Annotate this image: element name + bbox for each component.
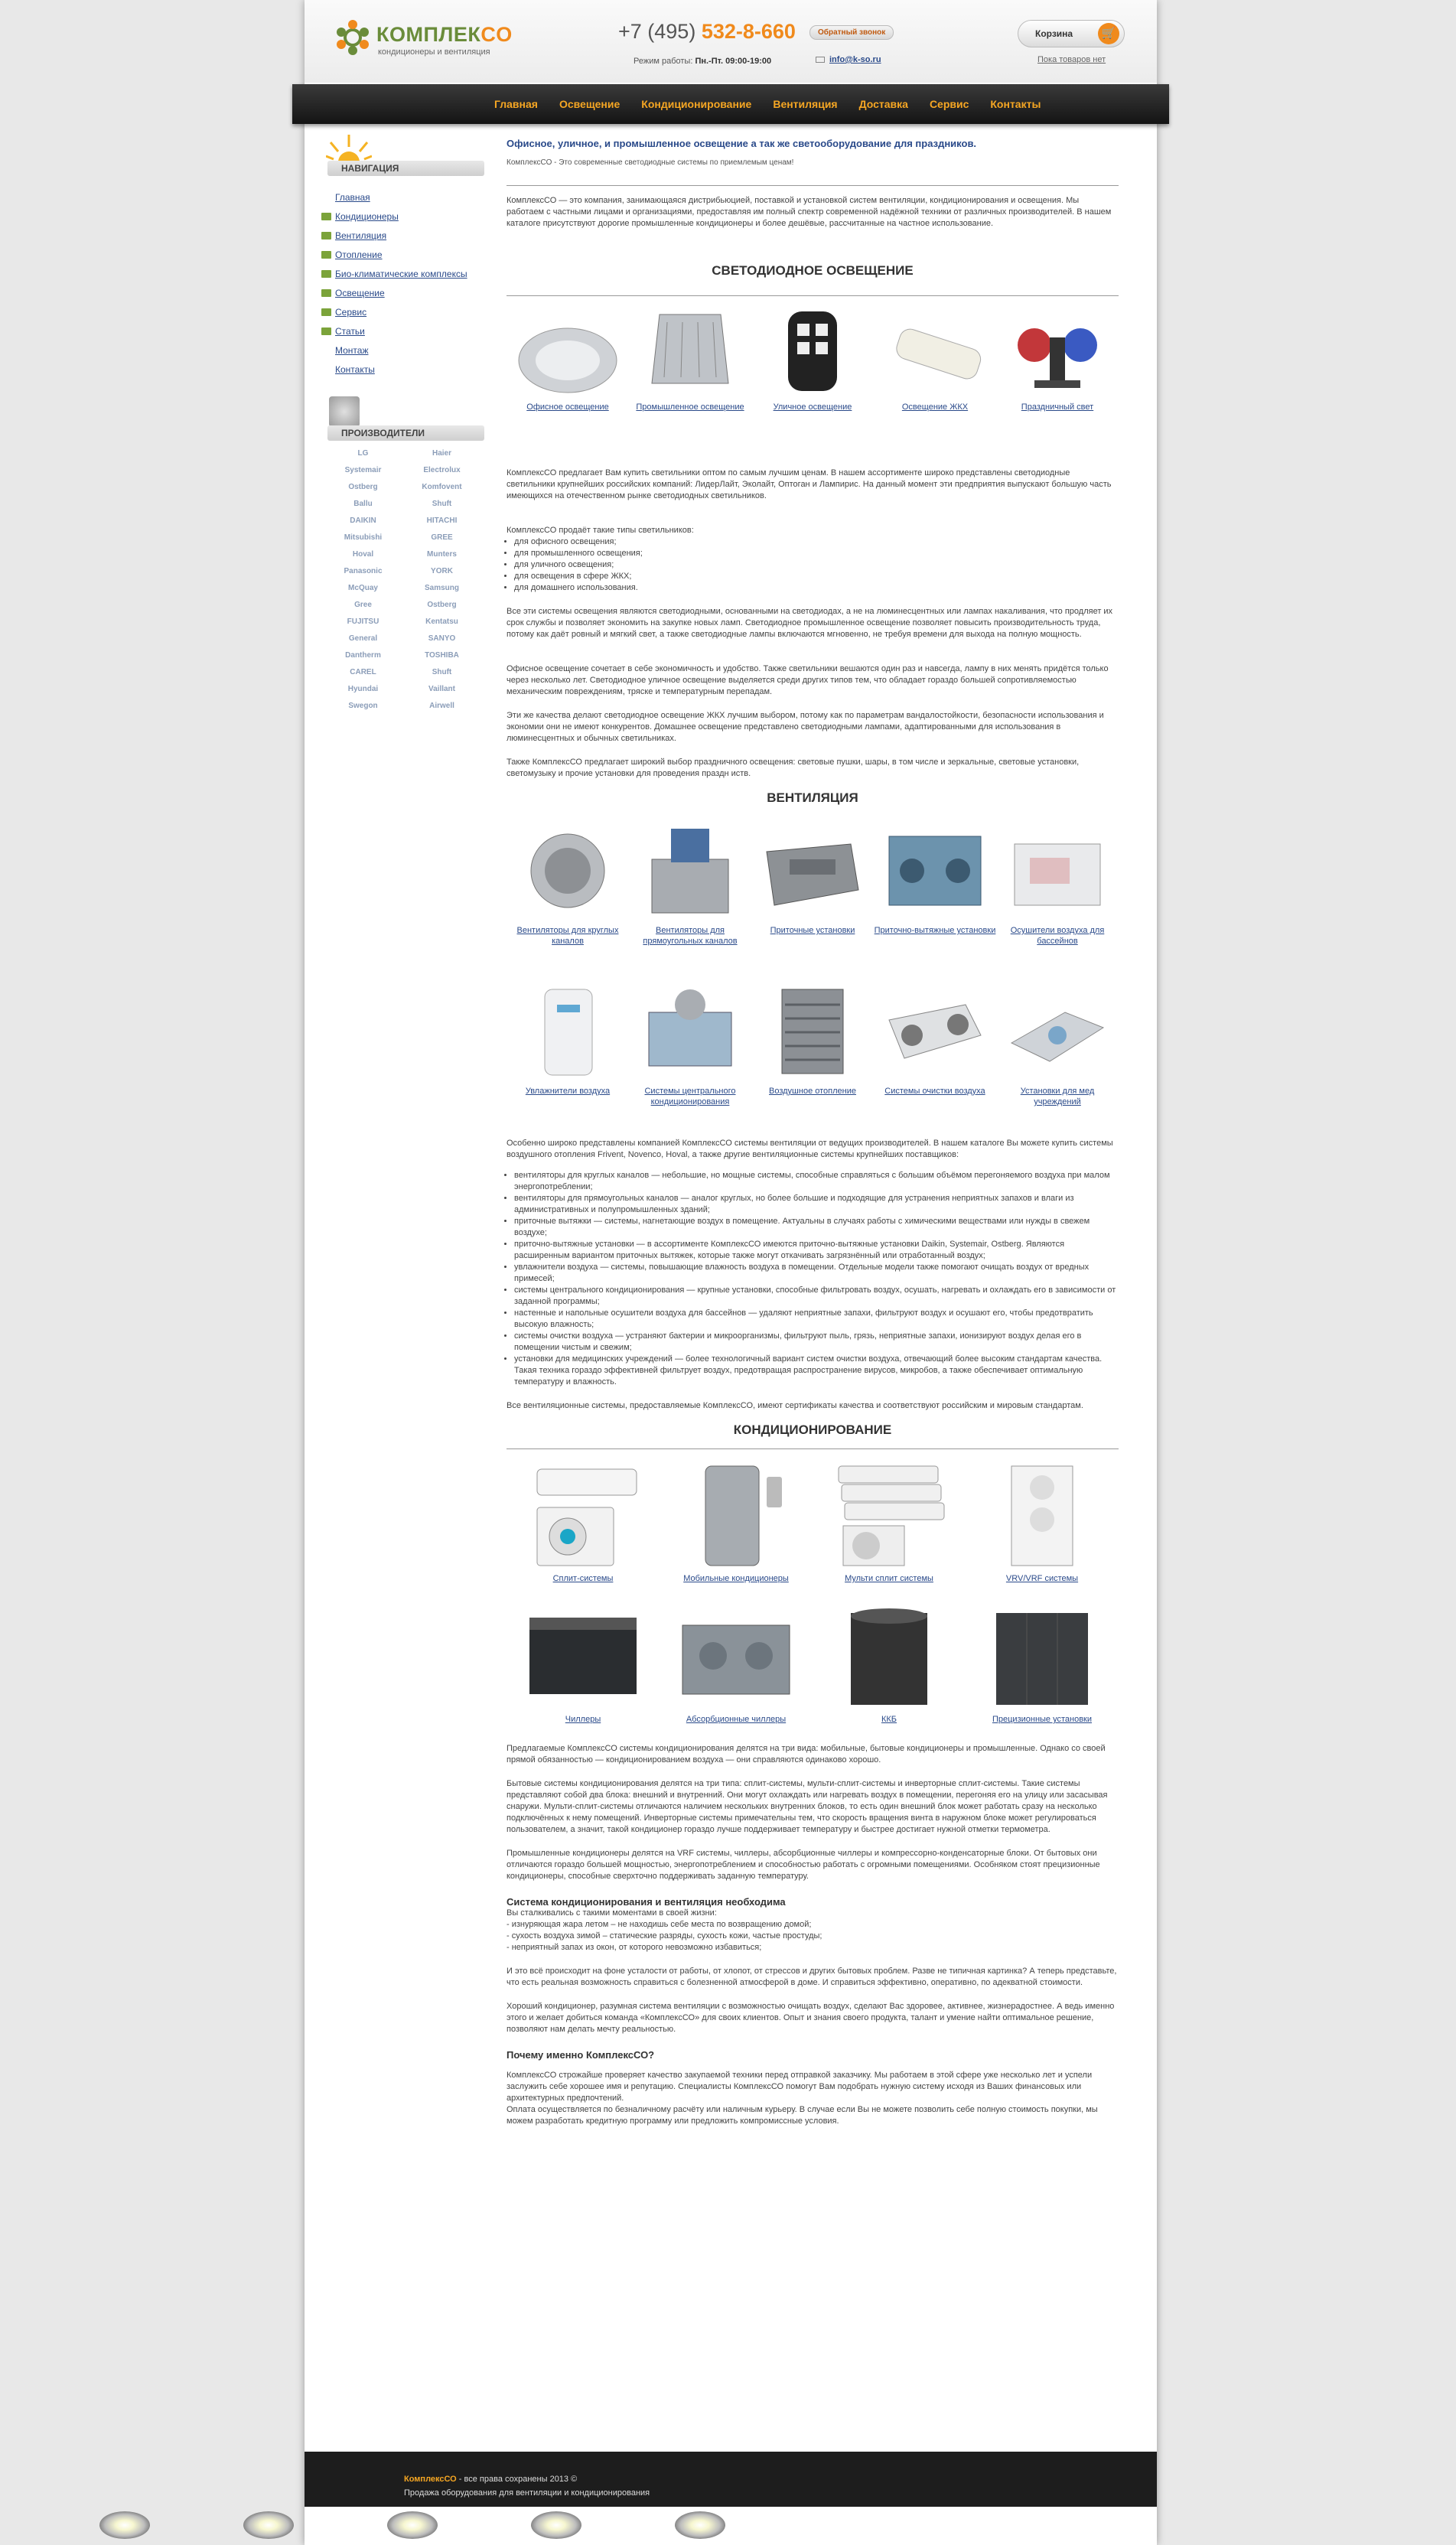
lighting-list-intro: КомплексСО продаёт такие типы светильников: [507, 526, 694, 535]
sidebar-menu [318, 188, 490, 380]
conditioning-item-label[interactable]: Мобильные кондиционеры [683, 1574, 789, 1583]
brand-logo[interactable]: Ballu [353, 500, 373, 508]
cart-button[interactable] [1018, 20, 1125, 47]
ventilation-item-label[interactable]: Вентиляторы для прямоугольных каналов [643, 926, 738, 946]
sidebar-item-articles[interactable] [318, 322, 490, 341]
conditioning-item-label[interactable]: Чиллеры [565, 1715, 601, 1724]
page-title: Офисное, уличное, и промышленное освещение а так же светооборудование для праздников. [507, 138, 977, 149]
hours-value: Пн.-Пт. 09:00-19:00 [695, 57, 772, 66]
ventilation-item-label[interactable]: Системы центрального кондиционирования [644, 1087, 736, 1106]
central-ac-image [637, 982, 744, 1081]
ventilation-paragraph: Все вентиляционные системы, предоставляемые КомплексСО, имеют сертификаты качества и соответствуют российским и мировым стандартам. [507, 1401, 1083, 1410]
ventilation-item-label[interactable]: Увлажнители воздуха [525, 1087, 611, 1096]
brand-logo[interactable]: Kentatsu [425, 618, 458, 626]
list-item: • для уличного освещения; [514, 559, 1119, 571]
sidebar-item-installation[interactable] [318, 341, 490, 360]
sidebar-item-lighting[interactable] [318, 284, 490, 303]
list-item: • для домашнего использования. [514, 582, 1119, 594]
sidebar-item-service[interactable] [318, 303, 490, 322]
ventilation-item-label[interactable]: Осушители воздуха для бассейнов [1010, 926, 1105, 946]
vrv-system-image [981, 1462, 1103, 1569]
lighting-paragraph: КомплексСО предлагает Вам купить светильники оптом по самым лучшим ценам. В нашем ассортименте широко представлены светодиодные светильники крупнейших российских компаний: ЛидерЛайт, Эколайт, Оптоган и Лампирис. На данный момент эти предприятия выпускают большую часть имеющихся на отечественном рынке светодиодных светильников. [507, 468, 1112, 500]
list-item: • установки для медицинских учреждений — более технологичный вариант систем очистки воздуха, отвечающий более высоким стандартам качества. Такая техника гораздо эффективней фильтрует воздух, предотвращая распространение вирусов, микробов, а также обеспечивает оптимальную температуру и влажность. [514, 1354, 1119, 1388]
air-cleaner-image [881, 982, 989, 1081]
list-item: • увлажнители воздуха — системы, повышающие влажность воздуха в помещении. Отдельные модели также помогают очищать воздух от вредных примесей; [514, 1262, 1119, 1285]
why-paragraph: КомплексСО строжайше проверяет качество закупаемой техники перед отправкой заказчику. Мы работаем в этой сфере уже несколько лет и успели заслужить себе хорошее имя и репутацию. Специалисты КомплексСО помогут Вам подобрать нужную систему исходя из Ваших финансовых или архитектурных предпочтений. [507, 2071, 1093, 2103]
footer-copyright [404, 2475, 577, 2484]
multi-split-image [828, 1462, 950, 1569]
conditioning-item-label[interactable]: Абсорбционные чиллеры [686, 1715, 787, 1724]
industrial-light-image [637, 307, 744, 397]
street-light-image [759, 307, 866, 397]
lighting-paragraph: Эти же качества делают светодиодное освещение ЖКХ лучшим выбором, потому как по параметрам вандалостойкости, безопасности использования и экономии они не имеют конкурентов. Домашнее освещение представлено светодиодными лампами, адаптированными для использования в люминесцентных и обычных светильниках. [507, 711, 1104, 743]
conditioning-item-precision[interactable] [966, 1602, 1119, 1725]
sidebar-item-label[interactable]: Освещение [335, 288, 385, 298]
why-heading-2: Почему именно КомплексСО? [507, 2049, 655, 2061]
page [305, 0, 1157, 2545]
sidebar-item-conditioners[interactable] [318, 207, 490, 226]
ventilation-item-medical[interactable] [996, 982, 1119, 1107]
why-line: - изнуряющая жара летом – не находишь себе места по возвращению домой; [507, 1920, 812, 1929]
brand-logo[interactable]: DAIKIN [350, 516, 376, 525]
logo-name-b: CO [480, 23, 513, 46]
nav-item-ventilation[interactable]: Вентиляция [773, 98, 838, 110]
brand-logo[interactable]: Systemair [344, 466, 382, 474]
divider [507, 185, 1119, 186]
brand-logo[interactable]: Ostberg [348, 483, 378, 491]
ventilation-item-label[interactable]: Воздушное отопление [769, 1087, 856, 1096]
brand-logo[interactable]: Munters [427, 550, 457, 559]
email [816, 55, 881, 64]
supply-unit-image [759, 821, 866, 921]
nav-item-lighting[interactable]: Освещение [559, 98, 621, 110]
lighting-item-industrial[interactable] [629, 307, 751, 412]
lamp-icon [387, 2511, 438, 2539]
sidebar-item-label[interactable]: Био-климатические комплексы [335, 269, 467, 279]
lamp-icon [99, 2511, 150, 2539]
sidebar-item-heating[interactable] [318, 246, 490, 265]
brand-logo[interactable]: General [348, 634, 378, 643]
conditioning-paragraph: Бытовые системы кондиционирования делятся на три типа: сплит-системы, мульти-сплит-системы и инверторные сплит-системы. Такие системы представляют собой два блока: внешний и внутренний. Они могут охлаждать или нагревать воздух в помещении, перегоняя его на улицу или засасывая снаружи. Мульти-сплит-системы отличаются наличием нескольких внутренних блоков, то есть один внешний блок может работать сразу на несколько подключённых к нему помещений. Инверторные системы примечательны тем, что скорость вращения винта в наружном блоке может регулироваться пользователем, а значит, такой кондиционер гораздо лучше поддерживает температуру и быстрее достигает нужной отметки термометра. [507, 1779, 1108, 1834]
lamp-icon [243, 2511, 294, 2539]
brand-logo[interactable]: LG [357, 449, 369, 458]
brand-logo[interactable]: YORK [431, 567, 453, 575]
conditioning-item-label[interactable]: Прецизионные установки [992, 1715, 1093, 1724]
list-item: • для освещения в сфере ЖКХ; [514, 571, 1119, 582]
conditioning-item-vrv[interactable] [966, 1462, 1119, 1584]
brand-logo[interactable]: SANYO [428, 634, 456, 643]
callback-button[interactable]: Обратный звонок [809, 25, 894, 40]
lamp-icon [675, 2511, 725, 2539]
ventilation-item-label[interactable]: Установки для мед учреждений [1020, 1087, 1095, 1106]
hours-label: Режим работы: [634, 57, 693, 66]
lighting-item-party[interactable] [996, 307, 1119, 412]
medical-unit-image [1004, 982, 1111, 1081]
lighting-item-label[interactable]: Уличное освещение [773, 402, 852, 412]
round-fan-image [514, 821, 621, 921]
pool-dryer-image [1004, 821, 1111, 921]
phone[interactable] [618, 20, 796, 44]
footer-description: Продажа оборудования для вентиляции и кондиционирования [404, 2488, 650, 2498]
brand-logo[interactable]: McQuay [348, 584, 378, 592]
list-item: • вентиляторы для прямоугольных каналов — аналог круглых, но более большие и подходящие для устранения неприятных запахов и влаги из административных и полупромышленных зданий; [514, 1193, 1119, 1216]
footer [305, 2452, 1157, 2507]
folder-icon [321, 213, 331, 220]
page-subtitle: КомплексСО - Это современные светодиодные системы по приемлемым ценам! [507, 158, 794, 167]
lighting-gallery [507, 296, 1119, 434]
intro-paragraph: КомплексСО — это компания, занимающаяся дистрибьюцией, поставкой и установкой систем вентиляции, кондиционирования и освещения. Мы работаем с частными лицами и организациями, предоставляя им полный спектр современной надёжной техники от различных производителей. В нашем каталоге присутствуют дорогие промышленные кондиционеры и более дешёвые, рассчитанные на частное использование. [507, 196, 1112, 228]
list-item: • вентиляторы для круглых каналов — небольшие, но мощные системы, способные справляться с большим объёмом перегоняемого воздуха при малом энергопотреблении; [514, 1170, 1119, 1193]
list-item: • для офисного освещения; [514, 536, 1119, 548]
ventilation-item-supply[interactable] [751, 821, 874, 936]
sidebar-item-label[interactable]: Монтаж [335, 345, 369, 356]
ventilation-item-rect-fans[interactable] [629, 821, 751, 947]
email-link[interactable]: info@k-so.ru [829, 55, 881, 64]
mobile-ac-image [675, 1462, 797, 1569]
lighting-item-street[interactable] [751, 307, 874, 412]
sidebar-nav-header [318, 132, 490, 181]
brands-title: ПРОИЗВОДИТЕЛИ [327, 425, 484, 441]
brands-grid [326, 447, 479, 713]
sidebar-item-label[interactable]: Главная [335, 192, 370, 203]
list-item: • настенные и напольные осушители воздуха для бассейнов — удаляют неприятные запахи, фильтруют воздух и осушают его, чтобы предотвратить высокую влажность; [514, 1308, 1119, 1331]
why-line: - неприятный запах из окон, от которого невозможно избавиться; [507, 1943, 762, 1952]
conditioning-item-absorption-chillers[interactable] [660, 1602, 813, 1725]
party-light-image [1004, 307, 1111, 397]
humidifier-image [514, 982, 621, 1081]
main-content [507, 138, 1119, 2127]
lighting-item-office[interactable] [507, 307, 629, 412]
conditioning-heading: КОНДИЦИОНИРОВАНИЕ [733, 1422, 892, 1437]
brand-logo[interactable]: Airwell [429, 702, 454, 710]
kkb-image [828, 1602, 950, 1709]
sidebar-item-label[interactable]: Сервис [335, 307, 367, 318]
conditioning-item-label[interactable]: Мульти сплит системы [845, 1574, 933, 1583]
brand-logo[interactable]: Gree [354, 601, 372, 609]
ventilation-item-round-fans[interactable] [507, 821, 629, 947]
why-paragraph: И это всё происходит на фоне усталости от работы, от хлопот, от стрессов и других бытовых проблем. Разве не типичная картинка? А теперь представьте, что есть реальная возможность справиться с болезненной атмосферой в доме. И справиться эффективно, оперативно, по адекватной стоимости. [507, 1967, 1117, 1987]
conditioning-item-mobile[interactable] [660, 1462, 813, 1584]
brand-logo[interactable]: Dantherm [345, 651, 381, 660]
folder-icon [321, 289, 331, 297]
brand-logo[interactable]: Haier [432, 449, 451, 458]
why-paragraph: Хороший кондиционер, разумная система вентиляции с возможностью очищать воздух, сделают Вас здоровее, активнее, жизнерадостнее. А ведь именно этого и желает добиться команда «КомплексСО» для своих клиентов. Опыт и знания своего продукта, талант и умение найти оптимальное решение, позволяют нам делать мечту реальностью. [507, 2002, 1115, 2034]
conditioning-item-split[interactable] [507, 1462, 660, 1584]
ventilation-item-pool-dryers[interactable] [996, 821, 1119, 947]
ventilation-item-air-heating[interactable] [751, 982, 874, 1097]
folder-icon [321, 308, 331, 316]
folder-icon [321, 251, 331, 259]
ventilation-item-supply-exhaust[interactable] [874, 821, 996, 936]
why-line: Вы сталкивались с такими моментами в своей жизни: [507, 1908, 717, 1918]
footer-rights: - все права сохранены 2013 © [456, 2475, 578, 2484]
nav-item-conditioning[interactable]: Кондиционирование [641, 98, 752, 110]
brand-logo[interactable]: Vaillant [428, 685, 455, 693]
ventilation-item-label[interactable]: Системы очистки воздуха [884, 1087, 985, 1096]
supply-exhaust-unit-image [881, 821, 989, 921]
conditioning-item-label[interactable]: ККБ [881, 1715, 897, 1724]
lighting-item-label[interactable]: Промышленное освещение [636, 402, 744, 412]
chiller-image [522, 1602, 644, 1709]
why-heading: Система кондиционирования и вентиляция необходима [507, 1896, 786, 1908]
ventilation-item-label[interactable]: Приточно-вытяжные установки [874, 926, 996, 935]
housing-light-image [881, 307, 989, 397]
brands-header [318, 396, 490, 442]
logo-mark-icon [329, 14, 376, 61]
ventilation-gallery [507, 813, 1119, 1135]
brand-logo[interactable]: Komfovent [422, 483, 462, 491]
brand-logo[interactable]: Shuft [432, 500, 452, 508]
precision-unit-image [981, 1602, 1103, 1709]
lighting-item-label[interactable]: Освещение ЖКХ [901, 402, 969, 412]
ventilation-paragraph: Особенно широко представлены компанией КомплексСО системы вентиляции от ведущих производителей. В нашем каталоге Вы можете купить системы воздушного отопления Frivent, Novenco, Hoval, а также другие вентиляционные системы крупнейших поставщиков: [507, 1139, 1113, 1159]
sidebar [318, 132, 490, 713]
sidebar-item-contacts[interactable] [318, 360, 490, 380]
brand-logo[interactable]: Hoval [352, 550, 374, 559]
list-item: • приточно-вытяжные установки — в ассортименте КомплексСО имеются приточно-вытяжные установки Daikin, Systemair, Ostberg. Являются расширенным вариантом приточных вытяжек, которые также могут откачивать загрязнённый или отработанный воздух; [514, 1239, 1119, 1262]
conditioning-item-multi-split[interactable] [813, 1462, 966, 1584]
brand-logo[interactable]: Ostberg [427, 601, 457, 609]
sidebar-item-home[interactable] [318, 188, 490, 207]
brand-logo[interactable]: Swegon [348, 702, 378, 710]
office-light-image [514, 307, 621, 397]
nav-item-contacts[interactable]: Контакты [990, 98, 1041, 110]
ventilation-list [514, 1170, 1119, 1388]
conditioning-paragraph: Промышленные кондиционеры делятся на VRF системы, чиллеры, абсорбционные чиллеры и компрессорно-конденсаторные блоки. От бытовых они отличаются гораздо большей мощностью, энергопотреблением и способностью работать с огромными помещениями. Особняком стоят прецизионные кондиционеры, способные сверхточно поддерживать заданную температуру. [507, 1849, 1100, 1881]
sidebar-item-label[interactable]: Контакты [335, 364, 375, 375]
main-nav [292, 84, 1169, 124]
folder-icon [321, 270, 331, 278]
list-item: • системы очистки воздуха — устраняют бактерии и микроорганизмы, фильтруют пыль, грязь, неприятные запахи, ионизируют воздух делая его в помещении чистым и свежим; [514, 1331, 1119, 1354]
logo-tagline: кондиционеры и вентиляция [378, 47, 490, 57]
brand-logo[interactable]: Mitsubishi [344, 533, 383, 542]
work-hours [634, 57, 771, 66]
brand-logo[interactable]: GREE [431, 533, 453, 542]
logo-text [376, 23, 513, 47]
folder-icon [321, 232, 331, 240]
brand-logo[interactable]: Electrolux [423, 466, 461, 474]
logo[interactable] [329, 14, 528, 67]
lighting-item-housing[interactable] [874, 307, 996, 412]
phone-number: 532-8-660 [701, 20, 796, 43]
lighting-item-label[interactable]: Офисное освещение [526, 402, 609, 412]
mail-icon [816, 57, 825, 63]
sidebar-item-label[interactable]: Кондиционеры [335, 211, 399, 222]
decorative-lamps [99, 2508, 788, 2545]
brand-logo[interactable]: Hyundai [347, 685, 379, 693]
conditioning-item-label[interactable]: VRV/VRF системы [1005, 1574, 1079, 1583]
conditioning-paragraph: Предлагаемые КомплексСО системы кондиционирования делятся на три вида: мобильные, бытовые кондиционеры и промышленные. Однако со своей прямой обязанностью — кондиционированием воздуха — они справляются одинаково хорошо. [507, 1744, 1106, 1765]
sidebar-item-label[interactable]: Вентиляция [335, 230, 387, 241]
cart-icon: 🛒 [1098, 23, 1119, 44]
brand-logo[interactable]: Panasonic [344, 567, 383, 575]
lighting-paragraph: Все эти системы освещения являются светодиодными, основанными на светодиодах, а не на люминесцентных или лампах накаливания, что продляет их срок службы и позволяет экономить на закупке новых ламп. Светодиодное промышленное освещение позволяет повысить производительность труда, потому как даёт ровный и мягкий свет, а также светодиодные лампы включаются мгновенно, не требуя времени для выхода на полную мощность. [507, 607, 1113, 639]
brand-logo[interactable]: Samsung [424, 584, 459, 592]
sidebar-nav-title: НАВИГАЦИЯ [327, 161, 484, 176]
lighting-list [514, 536, 1119, 594]
ventilation-item-central-ac[interactable] [629, 982, 751, 1107]
split-system-image [522, 1462, 644, 1569]
ventilation-item-label[interactable]: Приточные установки [770, 926, 855, 935]
phone-prefix: +7 (495) [618, 20, 696, 43]
conditioning-item-label[interactable]: Сплит-системы [552, 1574, 614, 1583]
nav-item-delivery[interactable]: Доставка [858, 98, 908, 110]
ventilation-item-humidifiers[interactable] [507, 982, 629, 1097]
ventilation-heading: ВЕНТИЛЯЦИЯ [767, 790, 858, 805]
absorption-chiller-image [675, 1602, 797, 1709]
brand-logo[interactable]: TOSHIBA [425, 651, 459, 660]
sidebar-item-ventilation[interactable] [318, 226, 490, 246]
lighting-item-label[interactable]: Праздничный свет [1021, 402, 1094, 412]
ventilation-item-air-cleaning[interactable] [874, 982, 996, 1097]
header [305, 0, 1157, 83]
air-conditioner-icon [329, 396, 360, 427]
cart-label: Корзина [1035, 28, 1073, 39]
brand-logo[interactable]: FUJITSU [347, 618, 379, 626]
brand-logo[interactable]: HITACHI [426, 516, 458, 525]
brand-logo[interactable]: CAREL [350, 668, 376, 676]
lamp-icon [531, 2511, 581, 2539]
sidebar-item-label[interactable]: Отопление [335, 249, 383, 260]
lighting-heading: СВЕТОДИОДНОЕ ОСВЕЩЕНИЕ [712, 263, 914, 278]
why-paragraph: Оплата осуществляется по безналичному расчёту или наличным курьеру. В случае если Вы не можете позволить себе полную стоимость покупки, мы можем разработать кредитную программу или предложить компромиссные условия. [507, 2105, 1098, 2126]
lighting-paragraph: Также КомплексСО предлагает широкий выбор праздничного освещения: световые пушки, шары, в том числе и зеркальные, световые установки, светомузыку и прочие установки для проведения праздн иств. [507, 758, 1080, 778]
why-line: - сухость воздуха зимой – статические разряды, сухость кожи, частые простуды; [507, 1931, 822, 1941]
conditioning-item-chillers[interactable] [507, 1602, 660, 1725]
list-item: • для промышленного освещения; [514, 548, 1119, 559]
sidebar-item-label[interactable]: Статьи [335, 326, 365, 337]
footer-brand: КомплексСО [404, 2475, 457, 2484]
air-heater-image [759, 982, 866, 1081]
rect-fan-image [637, 821, 744, 921]
list-item: • системы центрального кондиционирования — крупные установки, способные фильтровать воздух, осушать, нагревать и охлаждать его в зависимости от заданной программы; [514, 1285, 1119, 1308]
conditioning-gallery [507, 1449, 1119, 1740]
list-item: • приточные вытяжки — системы, нагнетающие воздух в помещение. Актуальны в случаях работы с химическими веществами или нужды в свежем воздухе; [514, 1216, 1119, 1239]
brand-logo[interactable]: Shuft [432, 668, 452, 676]
conditioning-item-kkb[interactable] [813, 1602, 966, 1725]
sun-icon [326, 132, 372, 162]
nav-item-home[interactable]: Главная [494, 98, 538, 110]
folder-icon [321, 327, 331, 335]
sidebar-item-bioclimatic[interactable] [318, 265, 490, 284]
logo-name-a: КОМПЛЕК [376, 23, 481, 46]
cart-empty-link[interactable]: Пока товаров нет [1037, 55, 1106, 64]
nav-item-service[interactable]: Сервис [929, 98, 969, 110]
lighting-paragraph: Офисное освещение сочетает в себе экономичность и удобство. Также светильники вешаются один раз и навсегда, лампу в них менять придётся только через несколько лет. Светодиодное уличное освещение выделяется среди других типов тем, что обладает гораздо большей сопротивляемостью механическим повреждениям, тряске и температурным перепадам. [507, 664, 1109, 696]
ventilation-item-label[interactable]: Вентиляторы для круглых каналов [516, 926, 619, 946]
